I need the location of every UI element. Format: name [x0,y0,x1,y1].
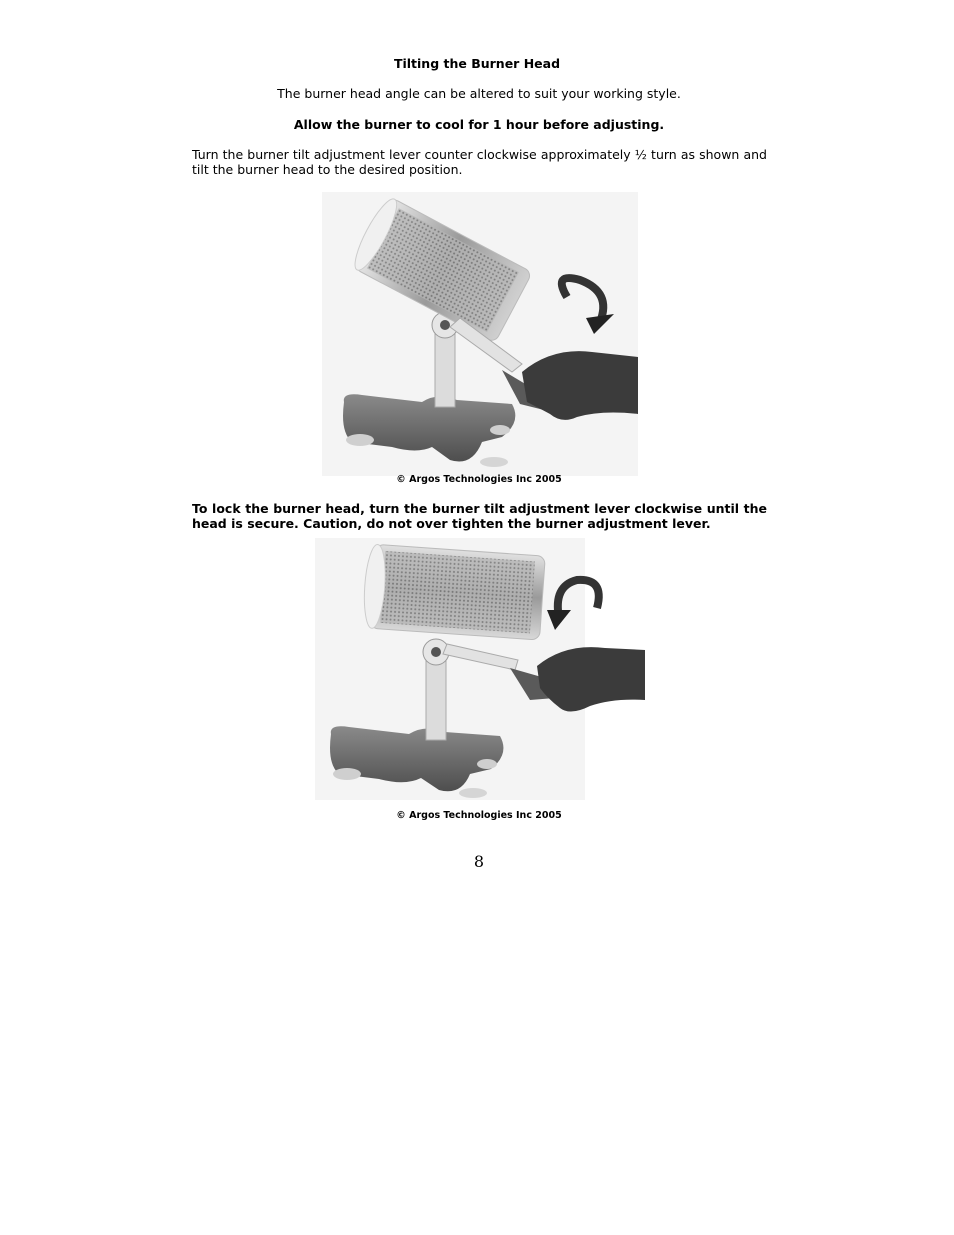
figure2-caption: © Argos Technologies Inc 2005 [396,810,562,821]
figure1-caption: © Argos Technologies Inc 2005 [396,474,562,485]
burner-tilt-lock-illustration [315,538,645,800]
unlock-instruction: Turn the burner tilt adjustment lever counter clockwise approximately ½ turn as shown and tilt the burner head to the desired position. [192,147,767,177]
lock-instruction: To lock the burner head, turn the burner tilt adjustment lever clockwise until the head is secure. Caution, do not over tighten the burner adjustment lever. [192,501,767,531]
intro-text: The burner head angle can be altered to suit your working style. [277,86,681,101]
burner-lock-image [315,538,645,800]
cooling-warning: Allow the burner to cool for 1 hour before adjusting. [293,117,665,132]
burner-tilt-unlock-illustration [322,192,638,476]
section-heading: Tilting the Burner Head [393,56,561,71]
burner-unlock-image [322,192,638,476]
page-number: 8 [473,852,485,871]
